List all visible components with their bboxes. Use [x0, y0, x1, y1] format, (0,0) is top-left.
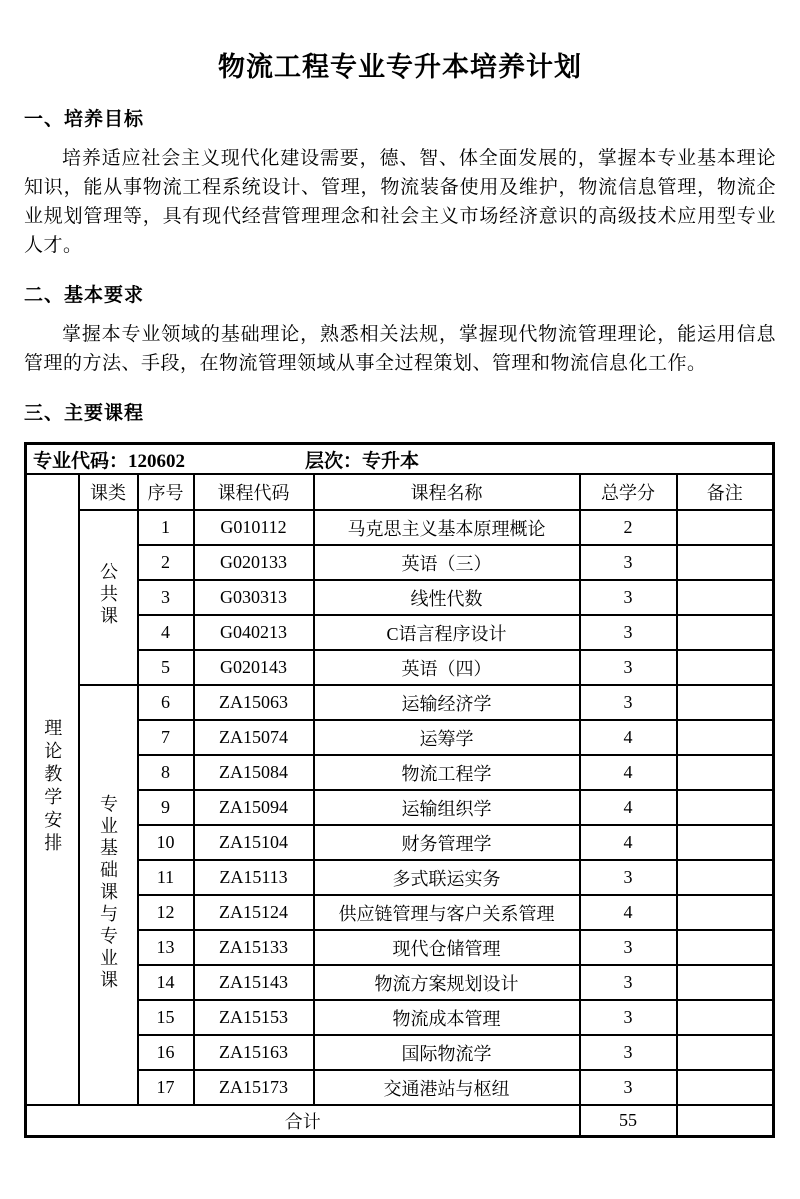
section-body-requirements: 掌握本专业领域的基础理论，熟悉相关法规，掌握现代物流管理理论，能运用信息管理的方法、手段，在物流管理领域从事全过程策划、管理和物流信息化工作。 — [24, 324, 776, 374]
course-remark-cell — [677, 510, 774, 545]
course-table — [24, 442, 775, 1138]
course-row — [26, 1070, 774, 1105]
course-credits-cell: 3 — [580, 685, 677, 720]
course-row — [26, 650, 774, 685]
course-code-cell: ZA15133 — [194, 930, 314, 965]
course-name-cell: 供应链管理与客户关系管理 — [314, 895, 580, 930]
course-credits-cell: 3 — [580, 1070, 677, 1105]
course-code-cell: G020143 — [194, 650, 314, 685]
course-row — [26, 1035, 774, 1070]
section-heading-courses: 三、主要课程 — [24, 403, 145, 424]
course-credits-cell: 3 — [580, 860, 677, 895]
course-credits-cell: 3 — [580, 580, 677, 615]
course-row — [26, 580, 774, 615]
course-no-cell: 9 — [138, 790, 194, 825]
course-name-cell: 多式联运实务 — [314, 860, 580, 895]
course-code-cell: ZA15113 — [194, 860, 314, 895]
course-row — [26, 510, 774, 545]
course-no-cell: 6 — [138, 685, 194, 720]
course-code-cell: G020133 — [194, 545, 314, 580]
table-total-row — [26, 1105, 774, 1137]
course-row — [26, 615, 774, 650]
course-remark-cell — [677, 825, 774, 860]
total-remark-cell — [677, 1105, 774, 1137]
course-name-cell: 线性代数 — [314, 580, 580, 615]
course-remark-cell — [677, 755, 774, 790]
course-remark-cell — [677, 1070, 774, 1105]
course-row — [26, 755, 774, 790]
course-name-cell: 财务管理学 — [314, 825, 580, 860]
course-code-cell: G010112 — [194, 510, 314, 545]
course-credits-cell: 4 — [580, 720, 677, 755]
course-remark-cell — [677, 1035, 774, 1070]
course-credits-cell: 4 — [580, 790, 677, 825]
course-credits-cell: 3 — [580, 930, 677, 965]
course-remark-cell — [677, 895, 774, 930]
section-heading-objectives: 一、培养目标 — [24, 109, 145, 130]
course-no-cell: 14 — [138, 965, 194, 1000]
course-remark-cell — [677, 860, 774, 895]
course-remark-cell — [677, 685, 774, 720]
course-category-label — [79, 685, 138, 1105]
section-heading-requirements: 二、基本要求 — [24, 285, 145, 306]
course-row — [26, 860, 774, 895]
course-credits-cell: 4 — [580, 755, 677, 790]
course-row — [26, 720, 774, 755]
course-credits-cell: 3 — [580, 1035, 677, 1070]
column-header-remarks: 备注 — [677, 474, 774, 510]
course-row — [26, 825, 774, 860]
course-remark-cell — [677, 790, 774, 825]
course-name-cell: 马克思主义基本原理概论 — [314, 510, 580, 545]
course-credits-cell: 3 — [580, 1000, 677, 1035]
course-row — [26, 545, 774, 580]
course-remark-cell — [677, 1000, 774, 1035]
course-no-cell: 10 — [138, 825, 194, 860]
course-row — [26, 685, 774, 720]
course-no-cell: 15 — [138, 1000, 194, 1035]
course-name-cell: 英语（三） — [314, 545, 580, 580]
course-no-cell: 2 — [138, 545, 194, 580]
course-category-text: 专业基础课与专业课 — [98, 793, 118, 992]
total-credits-value: 55 — [580, 1105, 677, 1137]
course-row — [26, 965, 774, 1000]
course-credits-cell: 3 — [580, 615, 677, 650]
course-row — [26, 790, 774, 825]
section-body-objectives: 培养适应社会主义现代化建设需要，德、智、体全面发展的，掌握本专业基本理论知识，能从事物流工程系统设计、管理，物流装备使用及维护，物流信息管理，物流企业规划管理等，具有现代经营管理理念和社会主义市场经济意识的高级技术应用型专业人才。 — [24, 148, 776, 256]
course-no-cell: 8 — [138, 755, 194, 790]
course-code-cell: ZA15104 — [194, 825, 314, 860]
total-label: 合计 — [26, 1105, 580, 1137]
course-no-cell: 11 — [138, 860, 194, 895]
course-table-wrapper — [24, 442, 776, 1138]
course-code-cell: ZA15094 — [194, 790, 314, 825]
course-remark-cell — [677, 545, 774, 580]
course-no-cell: 3 — [138, 580, 194, 615]
course-row — [26, 1000, 774, 1035]
course-credits-cell: 3 — [580, 545, 677, 580]
course-name-cell: 运筹学 — [314, 720, 580, 755]
course-name-cell: 英语（四） — [314, 650, 580, 685]
course-remark-cell — [677, 580, 774, 615]
course-name-cell: 物流成本管理 — [314, 1000, 580, 1035]
course-credits-cell: 4 — [580, 895, 677, 930]
course-remark-cell — [677, 720, 774, 755]
column-header-course-code: 课程代码 — [194, 474, 314, 510]
course-credits-cell: 2 — [580, 510, 677, 545]
course-row — [26, 930, 774, 965]
course-no-cell: 5 — [138, 650, 194, 685]
course-code-cell: ZA15153 — [194, 1000, 314, 1035]
course-code-cell: ZA15074 — [194, 720, 314, 755]
course-remark-cell — [677, 965, 774, 1000]
course-code-cell: ZA15084 — [194, 755, 314, 790]
course-credits-cell: 4 — [580, 825, 677, 860]
course-remark-cell — [677, 615, 774, 650]
course-row — [26, 895, 774, 930]
course-category-label — [79, 510, 138, 685]
course-name-cell: C语言程序设计 — [314, 615, 580, 650]
course-credits-cell: 3 — [580, 650, 677, 685]
table-meta-row — [26, 444, 774, 475]
column-header-index: 序号 — [138, 474, 194, 510]
course-no-cell: 1 — [138, 510, 194, 545]
course-code-cell: ZA15143 — [194, 965, 314, 1000]
course-no-cell: 4 — [138, 615, 194, 650]
course-code-cell: ZA15063 — [194, 685, 314, 720]
course-code-cell: G040213 — [194, 615, 314, 650]
table-header-row — [26, 474, 774, 510]
level-label: 层次：专升本 — [305, 450, 420, 472]
course-no-cell: 12 — [138, 895, 194, 930]
course-no-cell: 7 — [138, 720, 194, 755]
course-credits-cell: 3 — [580, 965, 677, 1000]
course-code-cell: ZA15124 — [194, 895, 314, 930]
course-name-cell: 国际物流学 — [314, 1035, 580, 1070]
course-no-cell: 16 — [138, 1035, 194, 1070]
course-code-cell: ZA15173 — [194, 1070, 314, 1105]
column-header-total-credits: 总学分 — [580, 474, 677, 510]
course-no-cell: 17 — [138, 1070, 194, 1105]
course-name-cell: 交通港站与枢纽 — [314, 1070, 580, 1105]
table-meta-cell — [26, 444, 774, 475]
course-name-cell: 现代仓储管理 — [314, 930, 580, 965]
course-category-text: 公共课 — [98, 562, 118, 628]
course-name-cell: 运输经济学 — [314, 685, 580, 720]
course-remark-cell — [677, 650, 774, 685]
course-code-cell: G030313 — [194, 580, 314, 615]
course-remark-cell — [677, 930, 774, 965]
major-code-label: 专业代码：120602 — [33, 450, 186, 472]
row-group-label: 理论教学安排 — [26, 474, 79, 1105]
course-name-cell: 物流工程学 — [314, 755, 580, 790]
column-header-course-name: 课程名称 — [314, 474, 580, 510]
course-code-cell: ZA15163 — [194, 1035, 314, 1070]
page-title: 物流工程专业专升本培养计划 — [218, 52, 582, 82]
course-no-cell: 13 — [138, 930, 194, 965]
course-name-cell: 物流方案规划设计 — [314, 965, 580, 1000]
course-name-cell: 运输组织学 — [314, 790, 580, 825]
column-header-category: 课类 — [79, 474, 138, 510]
